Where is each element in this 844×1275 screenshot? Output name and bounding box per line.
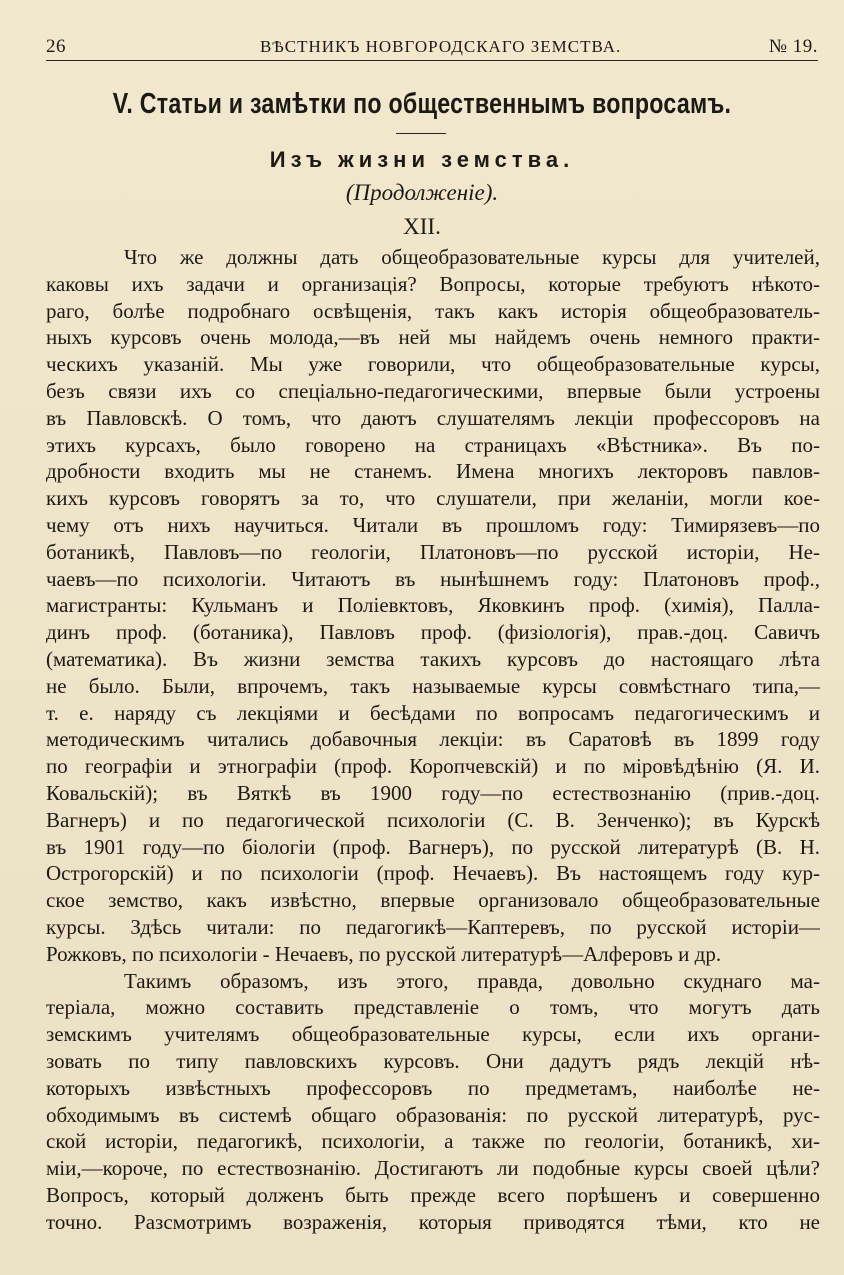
- text-line: не было. Были, впрочемъ, такъ называемые курсы совмѣстнаго типа,—: [46, 673, 820, 698]
- text-line: Вопросъ, который долженъ быть прежде всего порѣшенъ и совершенно: [46, 1182, 820, 1207]
- paragraph: [46, 244, 820, 968]
- text-line: Ковальскій); въ Вяткѣ въ 1900 году—по естествознанію (прив.-доц.: [46, 780, 820, 805]
- text-line: зовать по типу павловскихъ курсовъ. Они дадутъ рядъ лекцій нѣ-: [46, 1048, 820, 1073]
- text-line: Вагнеръ) и по педагогической психологіи (С. В. Зенченко); въ Курскѣ: [46, 807, 820, 832]
- text-line: земскимъ учителямъ общеобразовательные курсы, если ихъ органи-: [46, 1022, 820, 1047]
- text-line: въ 1901 году—по біологіи (проф. Вагнеръ), по русской литературѣ (В. Н.: [46, 834, 820, 859]
- chapter-number: XII.: [403, 214, 441, 239]
- text-line: Острогорскій) и по психологіи (проф. Нечаевъ). Въ настоящемъ году кур-: [46, 861, 820, 886]
- article-title: Изъ жизни земства.: [269, 147, 575, 172]
- text-line: методическимъ читались добавочныя лекціи: въ Саратовѣ въ 1899 году: [46, 727, 820, 752]
- text-line: ское земство, какъ извѣстно, впервые организовало общеобразовательные: [46, 888, 820, 913]
- issue-number: № 19.: [768, 36, 818, 57]
- text-line: ботаникѣ, Павловъ—по геологіи, Платоновъ—по русской исторіи, Не-: [46, 539, 820, 564]
- text-line: т. е. наряду съ лекціями и бесѣдами по вопросамъ педагогическимъ и: [46, 700, 820, 725]
- text-line: магистранты: Кульманъ и Поліевктовъ, Яковкинъ проф. (химія), Палла-: [46, 593, 820, 618]
- section-title: V. Статьи и замѣтки по общественнымъ вопросамъ.: [112, 88, 732, 120]
- text-line: этихъ курсахъ, было говорено на страницахъ «Вѣстника». Въ по-: [46, 432, 820, 457]
- body-text: [46, 244, 820, 1235]
- text-line: міи,—короче, по естествознанію. Достигаютъ ли подобные курсы своей цѣли?: [46, 1156, 820, 1181]
- text-line: обходимымъ въ системѣ общаго образованія: по русской литературѣ, рус-: [46, 1102, 820, 1127]
- text-line: по географіи и этнографіи (проф. Коропчевскій) и по міровѣдѣнію (Я. И.: [46, 754, 820, 779]
- text-line: динъ проф. (ботаника), Павловъ проф. (физіологія), прав.-доц. Савичъ: [46, 620, 820, 645]
- text-line: теріала, можно составить представленіе о томъ, что могутъ дать: [46, 995, 820, 1020]
- text-line: (математика). Въ жизни земства такихъ курсовъ до настоящаго лѣта: [46, 646, 820, 671]
- text-line: курсы. Здѣсь читали: по педагогикѣ—Каптеревъ, по русской исторіи—: [46, 914, 820, 939]
- text-line: ныхъ курсовъ очень молода,—въ ней мы найдемъ очень немного практи-: [46, 325, 820, 350]
- text-line: Рожковъ, по психологіи - Нечаевъ, по русской литературѣ—Алферовъ и др.: [46, 941, 722, 966]
- text-line: безъ связи ихъ со спеціально-педагогическими, впервые были устроены: [46, 378, 820, 403]
- text-line: чему отъ нихъ научиться. Читали въ прошломъ году: Тимирязевъ—по: [46, 512, 820, 537]
- text-line: которыхъ извѣстныхъ профессоровъ по предметамъ, наиболѣе не-: [46, 1075, 820, 1100]
- journal-title: ВѢСТНИКЪ НОВГОРОДСКАГО ЗЕМСТВА.: [260, 37, 622, 56]
- text-line: каковы ихъ задачи и организація? Вопросы, которые требуютъ нѣкото-: [46, 271, 820, 296]
- paragraph: [46, 968, 820, 1236]
- text-line: Что же должны дать общеобразовательные курсы для учителей,: [124, 245, 820, 269]
- text-line: кихъ курсовъ говорятъ за то, что слушатели, при желаніи, могли кое-: [46, 486, 820, 511]
- text-line: въ Павловскѣ. О томъ, что даютъ слушателямъ лекціи профессоровъ на: [46, 405, 820, 430]
- text-line: дробности входить мы не станемъ. Имена многихъ лекторовъ павлов-: [46, 459, 820, 484]
- text-line: раго, болѣе подробнаго освѣщенія, такъ какъ исторія общеобразователь-: [46, 298, 820, 323]
- text-line: Такимъ образомъ, изъ этого, правда, довольно скуднаго ма-: [124, 968, 820, 993]
- text-line: ской исторіи, педагогикѣ, психологіи, а также по геологіи, ботаникѣ, хи-: [46, 1129, 820, 1154]
- running-head: [46, 36, 818, 61]
- article-continued-note: (Продолженіе).: [345, 180, 499, 205]
- text-line: чаевъ—по психологіи. Читаютъ въ нынѣшнемъ году: Платоновъ проф.,: [46, 566, 820, 591]
- text-line: ческихъ указаній. Мы уже говорили, что общеобразовательные курсы,: [46, 352, 820, 377]
- text-line: точно. Разсмотримъ возраженія, которыя приводятся тѣми, кто не: [46, 1209, 820, 1234]
- divider: [396, 133, 446, 134]
- page-number: 26: [46, 36, 66, 57]
